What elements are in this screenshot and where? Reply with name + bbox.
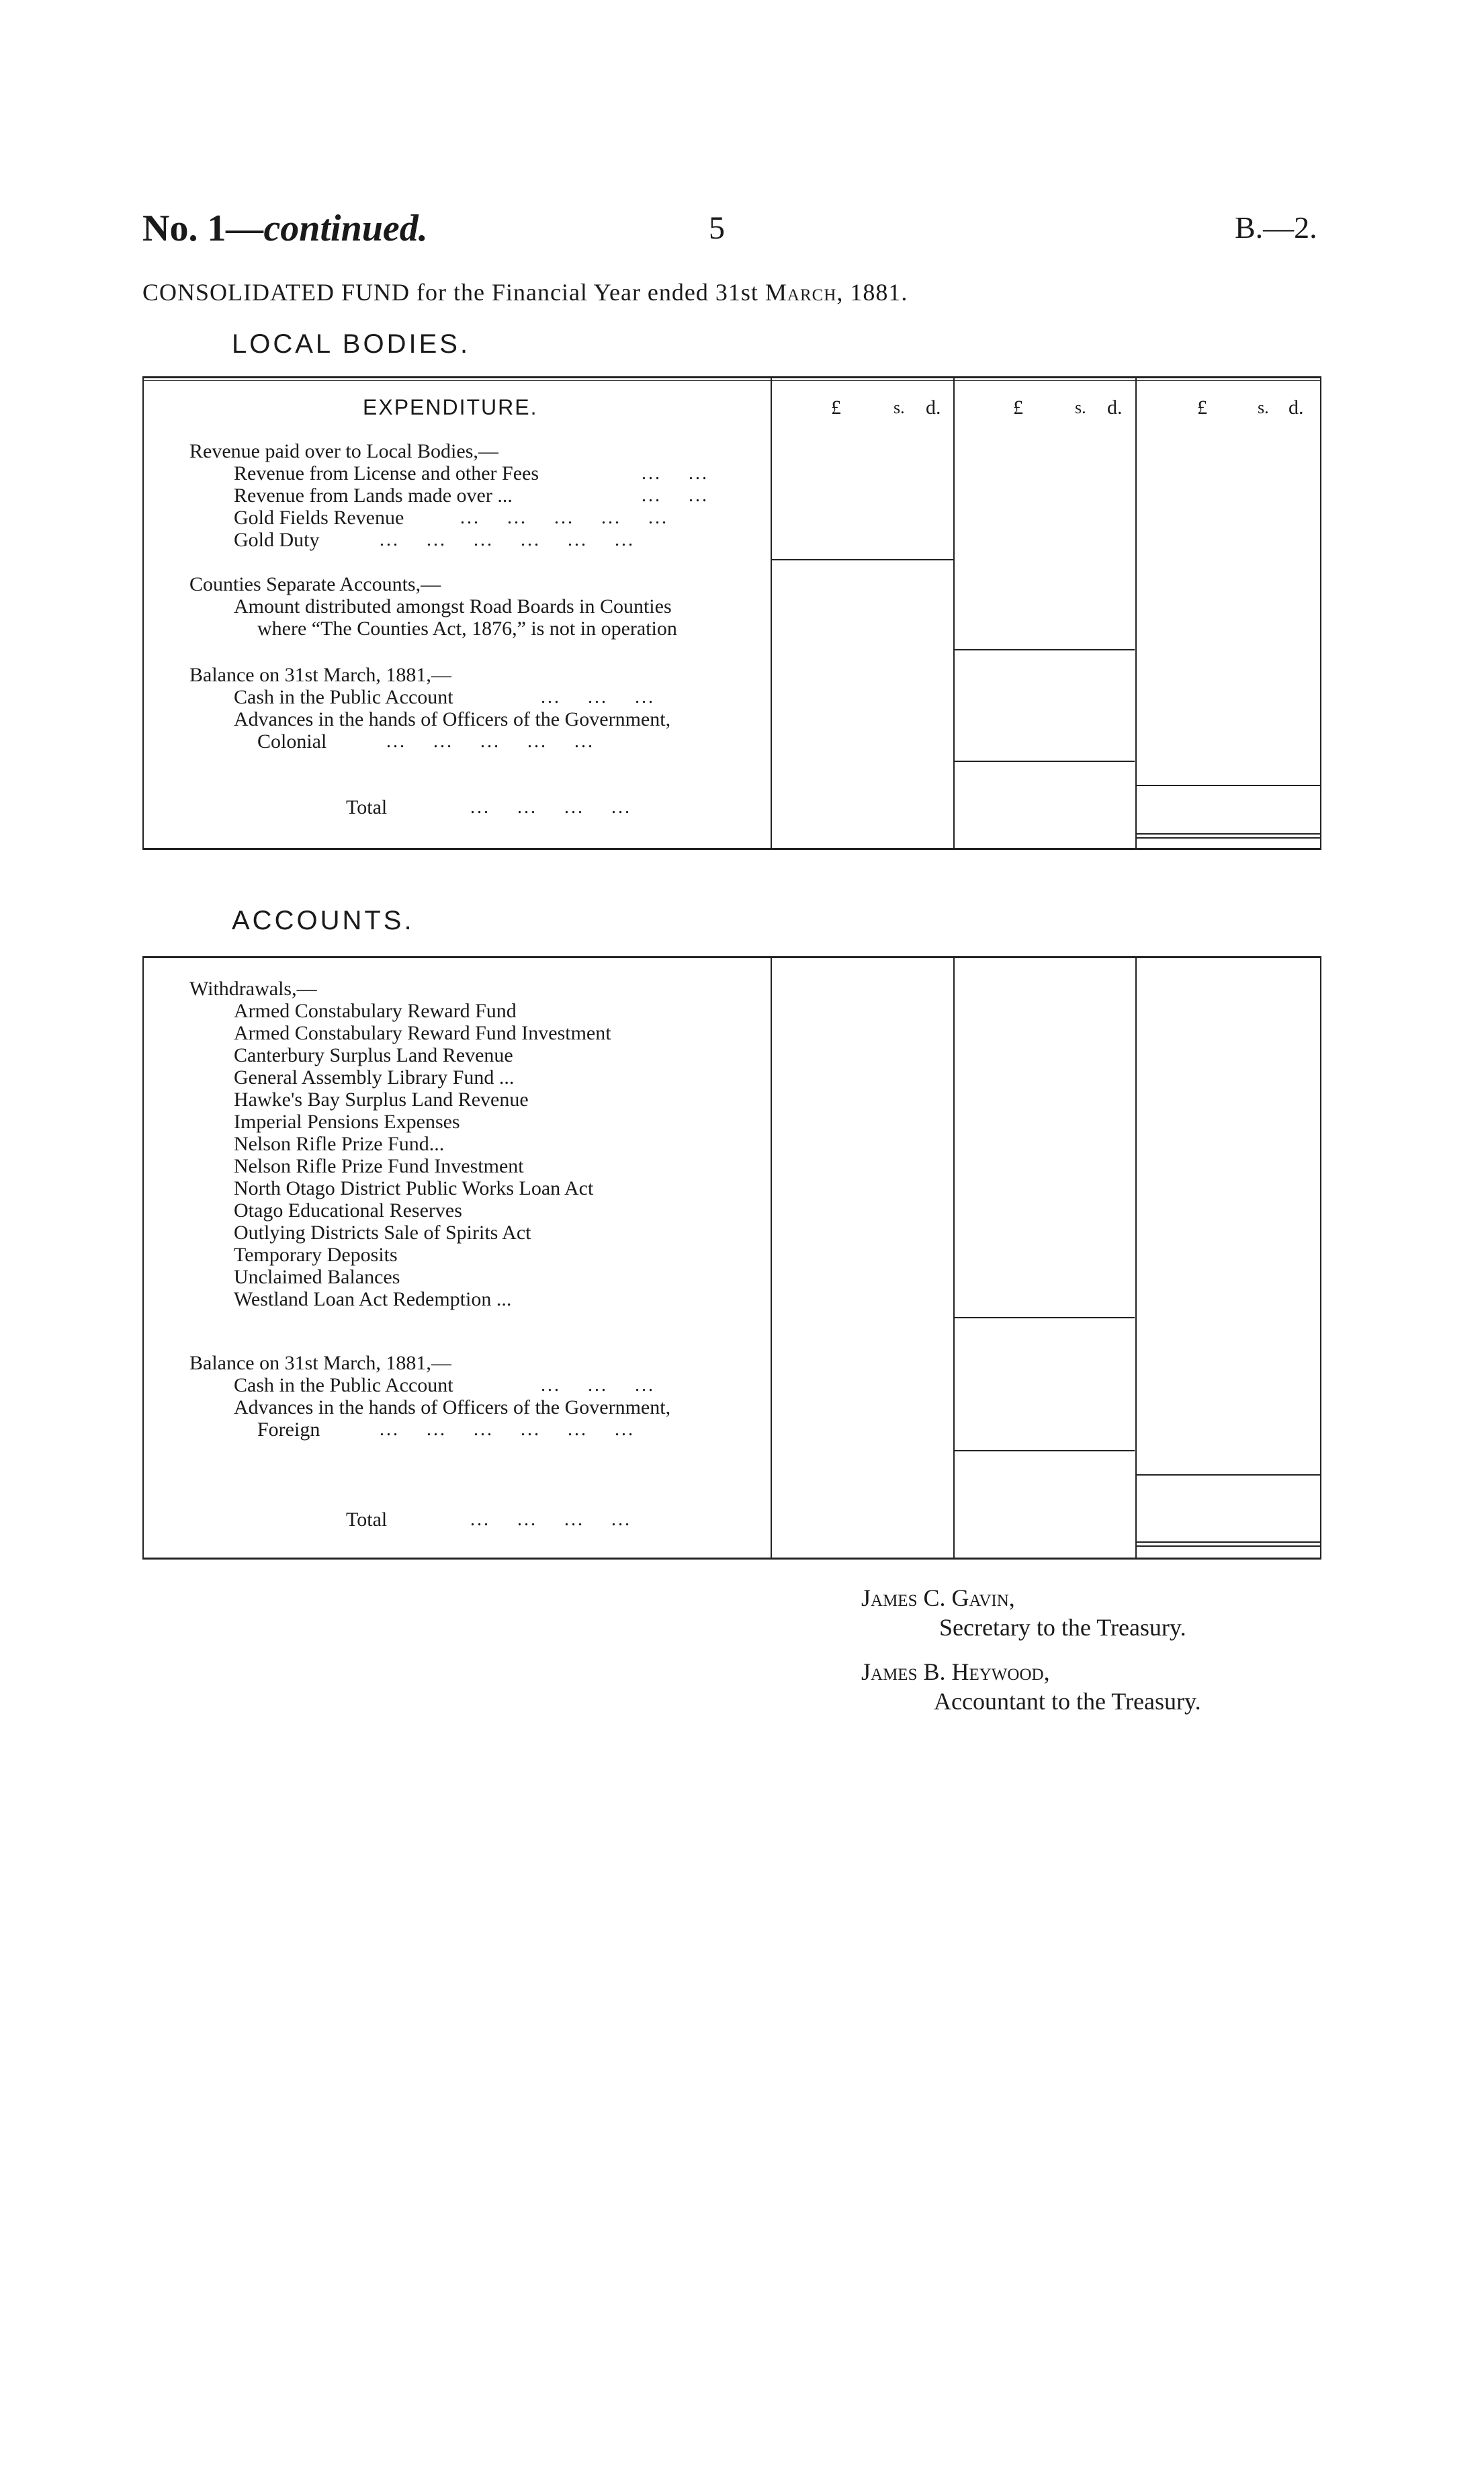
leader-dots: ... ... ... bbox=[541, 1375, 655, 1396]
foreign-label: Foreign bbox=[257, 1418, 320, 1441]
cash-label: Cash in the Public Account bbox=[234, 1374, 453, 1396]
title-prefix: CONSOLIDATED FUND for the Financial Year ended 31st bbox=[142, 279, 758, 306]
page-number: 5 bbox=[709, 210, 725, 246]
withdrawal-label: Unclaimed Balances bbox=[234, 1266, 400, 1288]
col2-pound: £ bbox=[1013, 396, 1023, 419]
withdrawal-label: Westland Loan Act Redemption ... bbox=[234, 1288, 512, 1310]
leader-dots: ... ... ... ... ... ... bbox=[380, 1419, 635, 1440]
local-bodies-heading: LOCAL BODIES. bbox=[232, 329, 471, 359]
revenue-heading: Revenue paid over to Local Bodies,— bbox=[189, 440, 498, 462]
leader-dots: ... ... bbox=[642, 485, 709, 506]
withdrawal-label: Temporary Deposits bbox=[234, 1244, 398, 1266]
withdrawal-label: Armed Constabulary Reward Fund Investment bbox=[234, 1022, 611, 1044]
withdrawals-heading: Withdrawals,— bbox=[189, 978, 317, 1000]
document-reference: B.—2. bbox=[1235, 210, 1317, 245]
withdrawal-label: Nelson Rifle Prize Fund Investment bbox=[234, 1155, 524, 1177]
withdrawal-label: Armed Constabulary Reward Fund bbox=[234, 1000, 517, 1022]
leader-dots: ... ... ... ... bbox=[470, 797, 631, 818]
row-label: where “The Counties Act, 1876,” is not in operation bbox=[257, 618, 677, 640]
col2-pence: d. bbox=[1107, 396, 1123, 419]
withdrawal-label: North Otago District Public Works Loan Act bbox=[234, 1177, 594, 1199]
withdrawal-label: Imperial Pensions Expenses bbox=[234, 1111, 460, 1133]
row-label: Gold Duty bbox=[234, 529, 320, 551]
leader-dots: ... ... ... ... ... bbox=[386, 731, 595, 752]
counties-heading: Counties Separate Accounts,— bbox=[189, 573, 441, 595]
withdrawal-label: Nelson Rifle Prize Fund... bbox=[234, 1133, 445, 1155]
leader-dots: ... ... ... ... ... bbox=[460, 507, 668, 528]
row-label: Revenue from License and other Fees bbox=[234, 462, 539, 484]
row-label: Advances in the hands of Officers of the Government, bbox=[234, 708, 671, 730]
leader-dots: ... ... bbox=[642, 463, 709, 484]
withdrawal-label: General Assembly Library Fund ... bbox=[234, 1066, 515, 1089]
leader-dots: ... ... ... ... ... ... bbox=[380, 529, 635, 550]
col3-pound: £ bbox=[1197, 396, 1207, 419]
withdrawal-label: Canterbury Surplus Land Revenue bbox=[234, 1044, 513, 1066]
signature-2-name: James B. Heywood, bbox=[861, 1658, 1050, 1685]
advances-label: Advances in the hands of Officers of the Government, bbox=[234, 1396, 671, 1418]
title-year: , 1881. bbox=[836, 279, 908, 306]
total-label: Total bbox=[346, 796, 388, 818]
signature-1-name: James C. Gavin, bbox=[861, 1584, 1015, 1611]
expenditure-header: EXPENDITURE. bbox=[363, 395, 538, 419]
row-label: Amount distributed amongst Road Boards in Counties bbox=[234, 595, 672, 618]
col2-shilling: s. bbox=[1075, 398, 1086, 417]
signature-1-title: Secretary to the Treasury. bbox=[939, 1614, 1186, 1641]
col3-shilling: s. bbox=[1258, 398, 1269, 417]
col1-pound: £ bbox=[831, 396, 841, 419]
accounts-heading: ACCOUNTS. bbox=[232, 906, 414, 935]
col3-pence: d. bbox=[1289, 396, 1304, 419]
title-month: March bbox=[765, 279, 837, 306]
withdrawal-label: Outlying Districts Sale of Spirits Act bbox=[234, 1222, 531, 1244]
balance-heading: Balance on 31st March, 1881,— bbox=[189, 1352, 451, 1374]
continued-label: —continued. bbox=[226, 208, 428, 249]
row-label: Colonial bbox=[257, 730, 327, 753]
leader-dots: ... ... ... bbox=[541, 687, 655, 708]
withdrawal-label: Otago Educational Reserves bbox=[234, 1199, 462, 1222]
row-label: Cash in the Public Account bbox=[234, 686, 453, 708]
balance-heading: Balance on 31st March, 1881,— bbox=[189, 664, 451, 686]
col1-pence: d. bbox=[926, 396, 941, 419]
page-title bbox=[142, 278, 908, 306]
report-number-label: No. 1 bbox=[142, 208, 226, 249]
signature-2-title: Accountant to the Treasury. bbox=[934, 1688, 1201, 1715]
report-number bbox=[142, 207, 428, 250]
total-label: Total bbox=[346, 1508, 388, 1531]
row-label: Revenue from Lands made over ... bbox=[234, 484, 513, 507]
withdrawal-label: Hawke's Bay Surplus Land Revenue bbox=[234, 1089, 529, 1111]
col1-shilling: s. bbox=[893, 398, 905, 417]
leader-dots: ... ... ... ... bbox=[470, 1509, 631, 1530]
row-label: Gold Fields Revenue bbox=[234, 507, 404, 529]
